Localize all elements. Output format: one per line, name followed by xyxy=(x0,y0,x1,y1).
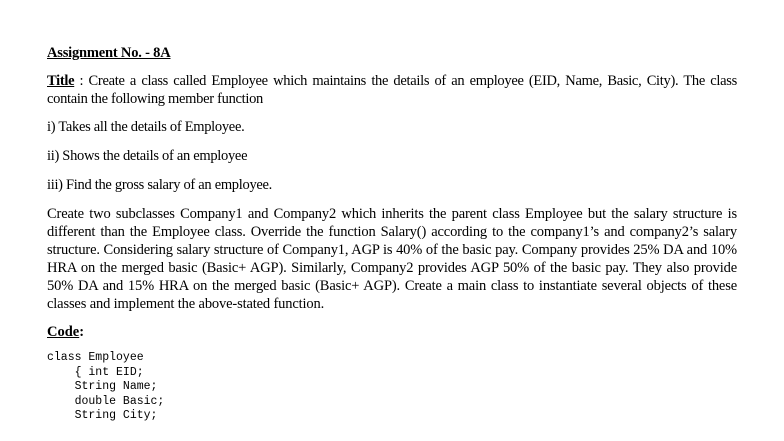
document-page xyxy=(47,44,737,424)
title-label: Title xyxy=(47,73,75,89)
code-line: String Name; xyxy=(47,380,158,393)
code-line: { int EID; xyxy=(47,365,144,379)
description-paragraph: Create two subclasses Company1 and Company2 which inherits the parent class Employee but the salary structure is different than the Employee class. Override the function Salary() according to the company1’s and company2’s salary structure. Considering salary structure of Company1, AGP is 40% of the basic pay. Company provides 25% DA and 10% HRA on the merged basic (Basic+ AGP). Similarly, Company2 provides AGP 50% of the basic pay. They also provide 50% DA and 15% HRA on the merged basic (Basic+ AGP). Create a main class to instantiate several objects of these classes and implement the above-stated function. xyxy=(47,206,737,312)
function-item-1: i) Takes all the details of Employee. xyxy=(47,119,245,135)
title-paragraph xyxy=(47,72,737,108)
code-block xyxy=(47,351,737,424)
assignment-heading: Assignment No. - 8A xyxy=(47,45,171,61)
function-item-3: iii) Find the gross salary of an employee. xyxy=(47,177,272,193)
title-text: : Create a class called Employee which maintains the details of an employee (EID, Name, Basic, City). The class contain the following member function xyxy=(47,73,737,107)
code-label: Code xyxy=(47,324,80,340)
code-line: double Basic; xyxy=(47,394,165,408)
code-line: String City; xyxy=(47,409,158,422)
code-colon: : xyxy=(79,324,85,340)
code-line: class Employee xyxy=(47,351,144,364)
code-heading xyxy=(47,323,737,341)
function-item-2: ii) Shows the details of an employee xyxy=(47,148,248,164)
